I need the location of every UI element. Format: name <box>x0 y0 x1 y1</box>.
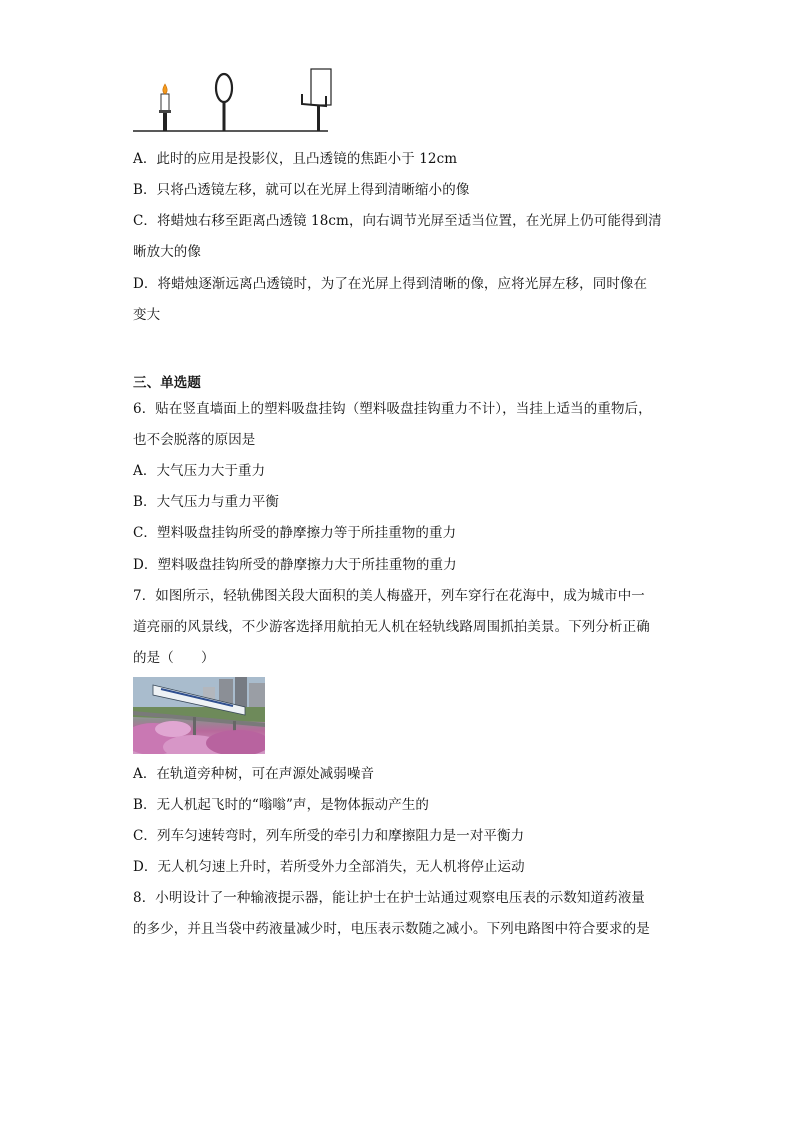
q5-option-b: B．只将凸透镜左移，就可以在光屏上得到清晰缩小的像 <box>133 182 470 198</box>
q7-stem-line1: 7．如图所示，轻轨佛图关段大面积的美人梅盛开，列车穿行在花海中，成为城市中一 <box>133 588 645 604</box>
section-heading: 三、单选题 <box>133 375 201 391</box>
q5-option-c-line1: C．将蜡烛右移至距离凸透镜 18cm，向右调节光屏至适当位置，在光屏上仍可能得到清 <box>133 213 662 229</box>
light-screen-icon <box>302 69 331 131</box>
q6-option-b: B．大气压力与重力平衡 <box>133 494 280 510</box>
optics-bench-figure <box>130 66 332 136</box>
q5-option-a: A．此时的应用是投影仪，且凸透镜的焦距小于 12cm <box>133 151 458 167</box>
q7-stem-line3: 的是（ ） <box>133 650 215 666</box>
q5-option-d-line1: D．将蜡烛逐渐远离凸透镜时，为了在光屏上得到清晰的像，应将光屏左移，同时像在 <box>133 276 648 292</box>
q7-stem-line2: 道亮丽的风景线，不少游客选择用航拍无人机在轻轨线路周围抓拍美景。下列分析正确 <box>133 619 650 635</box>
q8-stem-line1: 8．小明设计了一种输液提示器，能让护士在护士站通过观察电压表的示数知道药液量 <box>133 890 645 906</box>
q8-stem-line2: 的多少，并且当袋中药液量减少时，电压表示数随之减小。下列电路图中符合要求的是 <box>133 921 650 937</box>
q7-option-d: D．无人机匀速上升时，若所受外力全部消失，无人机将停止运动 <box>133 859 525 875</box>
q5-option-c-line2: 晰放大的像 <box>133 244 201 260</box>
q7-option-a: A．在轨道旁种树，可在声源处减弱噪音 <box>133 766 375 782</box>
q6-option-c: C．塑料吸盘挂钩所受的静摩擦力等于所挂重物的重力 <box>133 525 457 541</box>
q6-stem-line1: 6．贴在竖直墙面上的塑料吸盘挂钩（塑料吸盘挂钩重力不计），当挂上适当的重物后， <box>133 401 652 417</box>
q5-option-d-line2: 变大 <box>133 307 161 323</box>
q6-option-a: A．大气压力大于重力 <box>133 463 266 479</box>
q7-option-b: B．无人机起飞时的“嗡嗡”声，是物体振动产生的 <box>133 797 430 813</box>
q6-stem-line2: 也不会脱落的原因是 <box>133 432 256 448</box>
convex-lens-icon <box>216 74 232 131</box>
q7-option-c: C．列车匀速转弯时，列车所受的牵引力和摩擦阻力是一对平衡力 <box>133 828 525 844</box>
candle-icon <box>159 84 171 131</box>
q6-option-d: D．塑料吸盘挂钩所受的静摩擦力大于所挂重物的重力 <box>133 557 457 573</box>
light-rail-photo <box>133 677 265 754</box>
